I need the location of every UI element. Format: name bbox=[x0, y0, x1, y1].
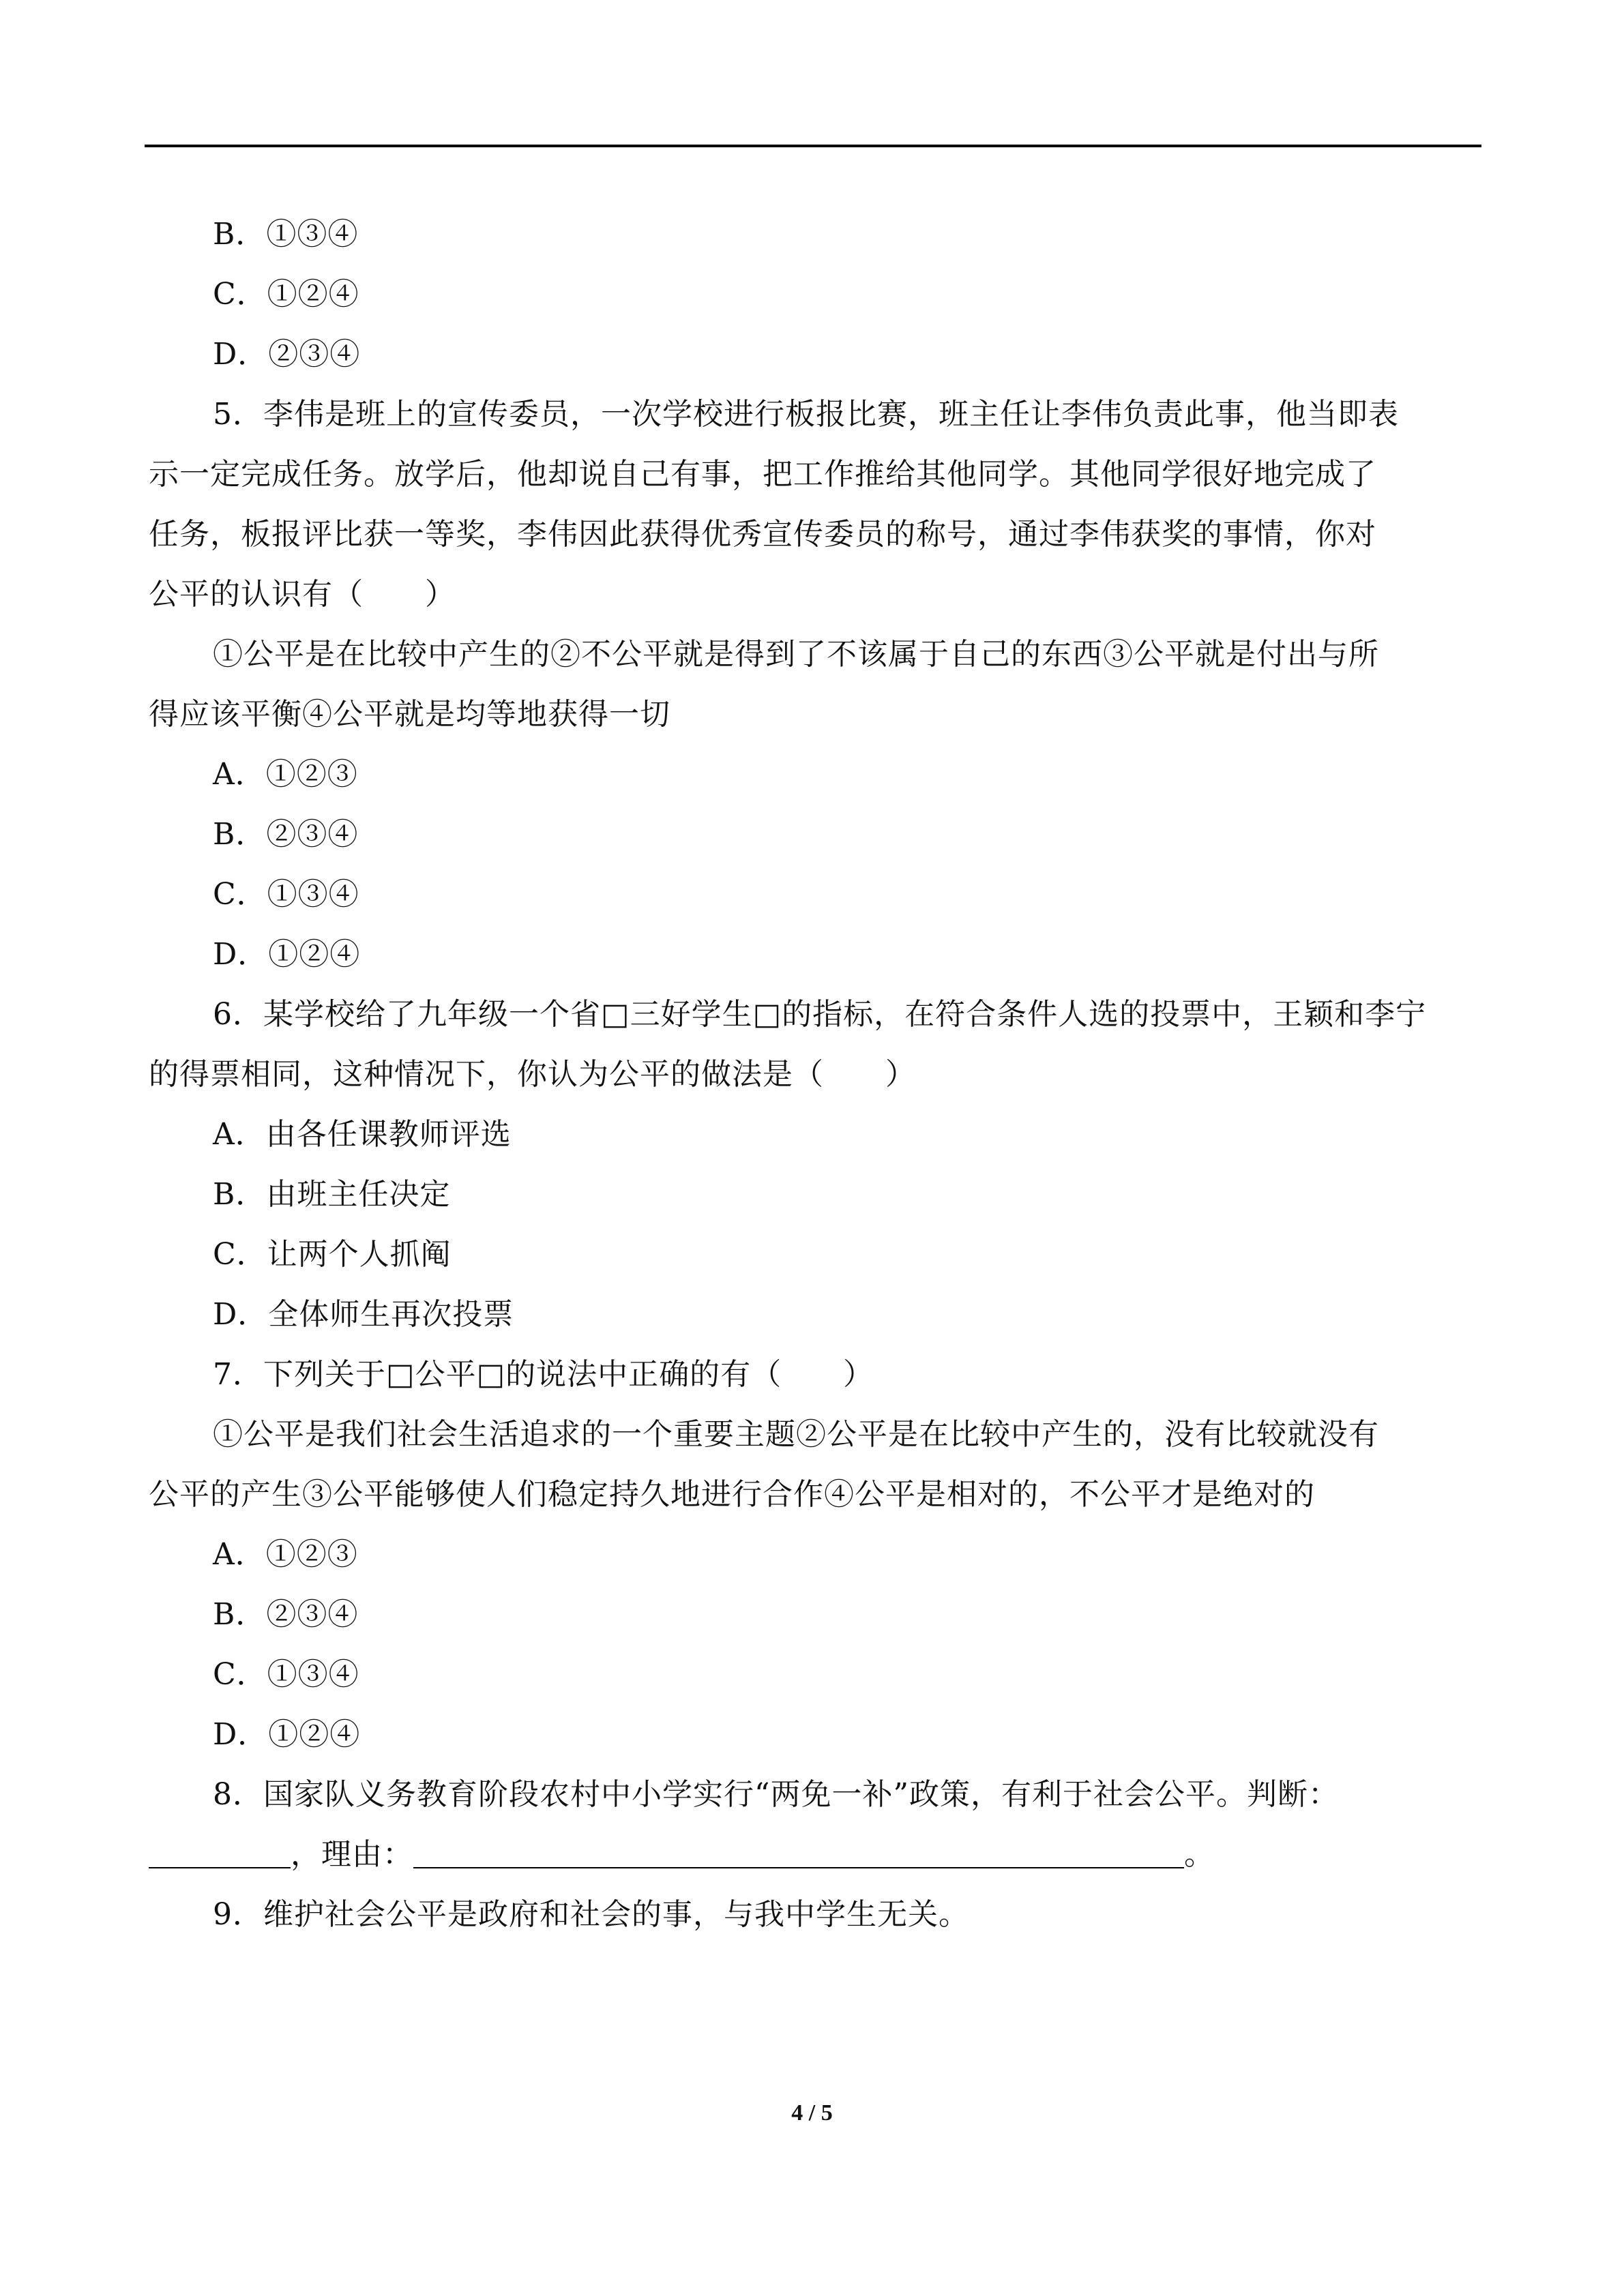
q7-items-line-1: ①公平是我们社会生活追求的一个重要主题②公平是在比较中产生的，没有比较就没有 bbox=[213, 1417, 1379, 1452]
q8-reason-blank[interactable] bbox=[413, 1837, 1184, 1868]
q7-option-c: C．①③④ bbox=[213, 1657, 359, 1692]
q8-end-mark: 。 bbox=[1184, 1837, 1215, 1872]
q5-option-a: A．①②③ bbox=[213, 757, 358, 792]
q6-option-d: D．全体师生再次投票 bbox=[213, 1297, 514, 1332]
q5-items-line-1: ①公平是在比较中产生的②不公平就是得到了不该属于自己的东西③公平就是付出与所 bbox=[213, 637, 1379, 672]
q8-judgment-blank[interactable] bbox=[149, 1837, 291, 1868]
q4-option-d: D．②③④ bbox=[213, 337, 361, 372]
q6-option-a: A．由各任课教师评选 bbox=[213, 1117, 512, 1152]
q4-option-c: C．①②④ bbox=[213, 277, 359, 312]
q5-option-c: C．①③④ bbox=[213, 877, 359, 912]
q4-option-b: B．①③④ bbox=[213, 217, 359, 252]
q8-reason-label: ，理由： bbox=[291, 1837, 413, 1872]
q5-stem-line-3: 任务，板报评比获一等奖，李伟因此获得优秀宣传委员的称号，通过李伟获奖的事情，你对 bbox=[149, 517, 1376, 552]
q6-option-c: C．让两个人抓阄 bbox=[213, 1237, 452, 1272]
q5-option-d: D．①②④ bbox=[213, 937, 361, 972]
header-rule bbox=[145, 145, 1481, 147]
page-content bbox=[149, 205, 1479, 1945]
q9-stem-line-1: 9．维护社会公平是政府和社会的事，与我中学生无关。 bbox=[213, 1897, 969, 1932]
q5-stem-line-2: 示一定完成任务。放学后，他却说自己有事，把工作推给其他同学。其他同学很好地完成了 bbox=[149, 457, 1376, 492]
q6-stem-line-2: 的得票相同，这种情况下，你认为公平的做法是（ ） bbox=[149, 1057, 916, 1092]
q7-items-line-2: 公平的产生③公平能够使人们稳定持久地进行合作④公平是相对的，不公平才是绝对的 bbox=[149, 1477, 1315, 1512]
q5-items-line-2: 得应该平衡④公平就是均等地获得一切 bbox=[149, 697, 670, 732]
q7-option-d: D．①②④ bbox=[213, 1717, 361, 1752]
q5-stem-line-1: 5．李伟是班上的宣传委员，一次学校进行板报比赛，班主任让李伟负责此事，他当即表 bbox=[213, 397, 1399, 432]
q6-option-b: B．由班主任决定 bbox=[213, 1177, 451, 1212]
q8-answer-line bbox=[149, 1825, 1479, 1885]
q7-option-a: A．①②③ bbox=[213, 1537, 358, 1572]
q5-option-b: B．②③④ bbox=[213, 817, 359, 852]
q7-option-b: B．②③④ bbox=[213, 1597, 359, 1632]
q7-stem-line-1: 7．下列关于□公平□的说法中正确的有（ ） bbox=[213, 1357, 874, 1392]
q5-stem-line-4: 公平的认识有（ ） bbox=[149, 577, 456, 612]
q8-stem-line-1: 8．国家队义务教育阶段农村中小学实行“两免一补”政策，有利于社会公平。判断： bbox=[213, 1777, 1339, 1812]
q6-stem-line-1: 6．某学校给了九年级一个省□三好学生□的指标，在符合条件人选的投票中，王颖和李宁 bbox=[213, 997, 1427, 1032]
page-number: 4 / 5 bbox=[791, 2100, 833, 2126]
